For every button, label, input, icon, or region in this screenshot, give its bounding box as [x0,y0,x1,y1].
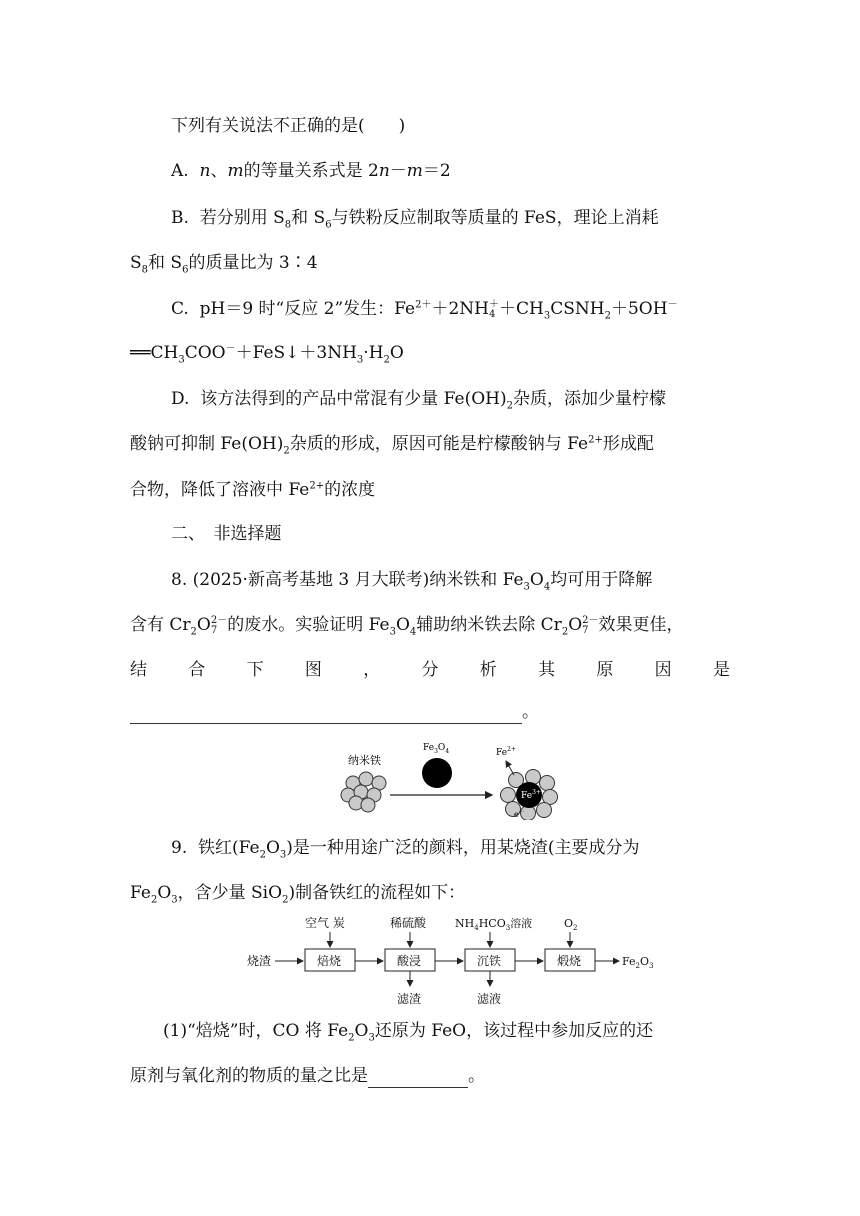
step-acid-label: 酸浸 [397,954,422,968]
step-roast-label: 焙烧 [317,954,342,968]
q8-line3-spread: 结 合 下 图 ， 分 析 其 原 因 是 [130,660,730,680]
q9-part1-line2: 原剂与氧化剂的物质的量之比是 。 [130,1066,485,1086]
q8-answer-line[interactable]: 。 [130,700,539,724]
fe2-release-arrow [506,761,514,775]
nano-iron-diagram [330,735,580,820]
step-acid-output: 滤渣 [397,992,422,1006]
fe2-label: $Fe^{2+}$ [496,746,516,758]
step-precip-output: 滤液 [477,992,502,1006]
q7-option-c-line1: C. pH＝9 时“反应 2”发生：$Fe^{2+}+2NH$ ＋ 4 $+CH_3CSNH_2+5OH^-$ [171,298,678,322]
output-label: $Fe_2O_3$ [622,955,654,970]
q8-line2: 含有 $Cr_2O$ 2－ 7 的废水。实验证明 $Fe_3O_4$辅助纳米铁去除 $Cr_2O$ 2－ 7 效果更佳， [130,614,684,638]
fe3-label: $Fe^{3+}$ [521,789,541,801]
step-calcine-label: 煅烧 [557,954,582,968]
process-flowchart [245,910,665,1010]
q9-part1-line1: (1)“焙烧”时，CO 将 $Fe_2O_3$还原为 FeO，该过程中参加反应的还 [163,1021,654,1044]
fe3o4-particle [422,758,452,788]
q7-stem: 下列有关说法不正确的是( ) [171,116,406,136]
fe3o4-label: $Fe_3O_4$ [423,743,450,755]
q9-line2: $Fe_2O_3$，含少量 SiO$_2$)制备铁红的流程如下： [130,883,466,906]
step-precip-input: $NH_4HCO_3$溶液 [455,917,533,932]
e-label: e－ [514,809,525,819]
q7-option-d-line3: 合物，降低了溶液中 $Fe^{2+}$的浓度 [130,480,376,500]
q7-option-c-line2: $══CH_3COO^-+FeS↓+3NH_3\cdot H_2O$ [130,343,404,366]
step-roast-input: 空气 炭 [305,916,345,930]
q8-line1: 8. (2025·新高考基地 3 月大联考)纳米铁和 $Fe_3O_4$均可用于降解 [171,570,653,593]
q7-option-b-line2: $S_8$和 $S_6$的质量比为 3∶4 [130,253,318,276]
step-acid-input: 稀硫酸 [390,916,427,930]
q7-option-d-line2: 酸钠可抑制 $Fe(OH)_2$杂质的形成，原因可能是柠檬酸钠与 $Fe^{2+}$形成配 [130,434,654,457]
q7-option-b-line1: B. 若分别用 $S_8$和 $S_6$与铁粉反应制取等质量的 FeS，理论上消耗 [171,208,659,231]
q9-part1-answer-blank[interactable] [368,1069,468,1088]
nano-fe-cluster [341,772,386,812]
step-calcine-input: $O_2$ [564,917,578,932]
section-heading: 二、 非选择题 [171,524,282,544]
q9-line1: 9. 铁红$(Fe_2O_3)$是一种用途广泛的颜料，用某烧渣(主要成分为 [171,838,640,861]
q7-option-d-line1: D. 该方法得到的产品中常混有少量 $Fe(OH)_2$杂质，添加少量柠檬 [171,389,666,412]
input-label: 烧渣 [247,954,272,968]
step-precip-label: 沉铁 [477,954,502,968]
q7-option-a: A. n、m的等量关系式是 2n－m＝2 [171,161,451,181]
nano-fe-label: 纳米铁 [348,754,381,767]
